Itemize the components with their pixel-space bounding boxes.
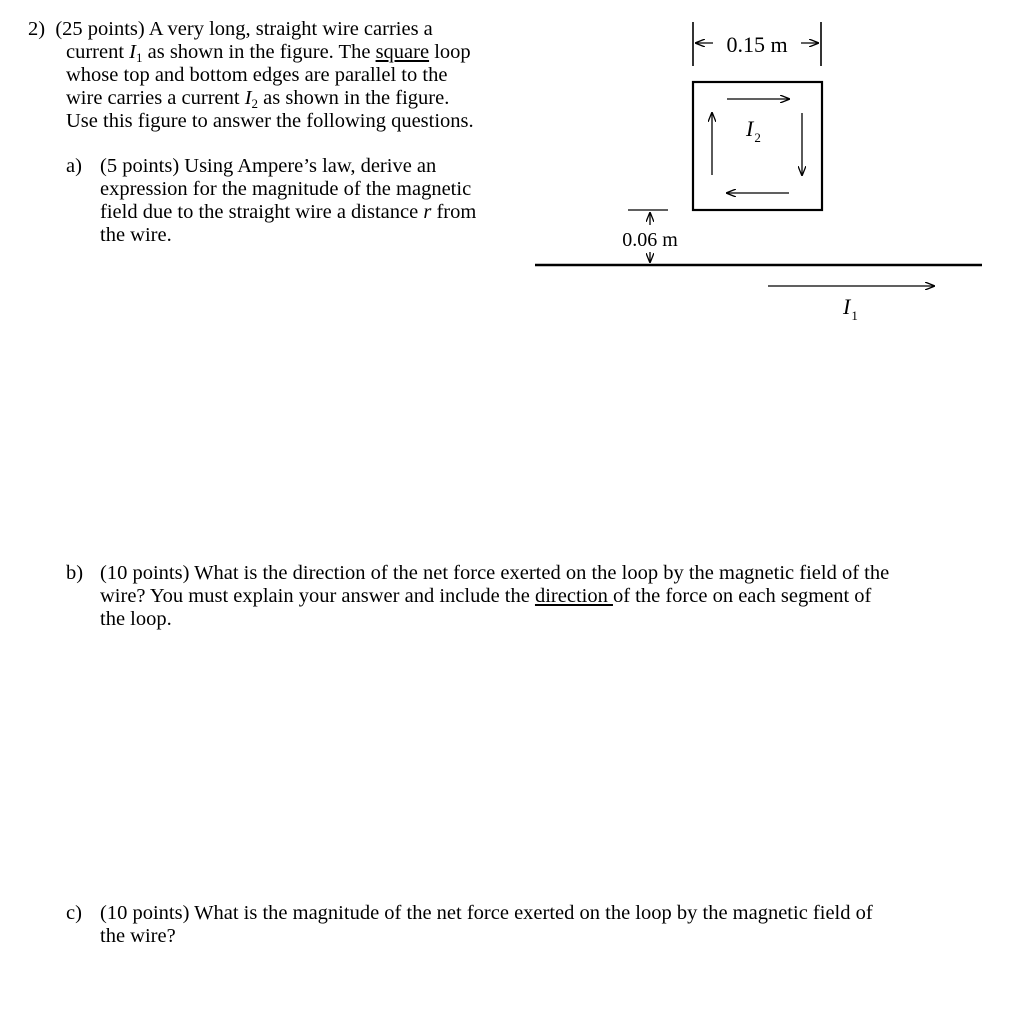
wire-loop-figure <box>0 0 1018 340</box>
question-line-3: whose top and bottom edges are parallel to the <box>66 64 448 86</box>
part-c-label: c) <box>66 902 82 924</box>
width-label: 0.15 m <box>726 32 788 57</box>
width-dimension <box>693 22 821 66</box>
wire-current-label: $I_1$ <box>843 294 858 323</box>
direction-emphasis: direction <box>534 585 613 607</box>
part-b-body: (10 points) What is the direction of the net force exerted on the loop by the magnetic field of the wire? You must explain your answer and include the direction of the force on each segment of the loop. <box>100 562 890 630</box>
part-c-body: (10 points) What is the magnitude of the net force exerted on the loop by the magnetic field of the wire? <box>100 902 873 947</box>
question-line-2: current $I_1$ as shown in the figure. The square loop <box>66 41 471 65</box>
gap-label: 0.06 m <box>622 229 678 251</box>
loop-current-label: $I_2$ <box>746 116 761 145</box>
square-emphasis: square <box>375 41 430 63</box>
gap-dimension <box>622 210 678 262</box>
part-a-body: (5 points) Using Ampere’s law, derive an expression for the magnitude of the magnetic field due to the straight wire a distance r from the wire. <box>100 155 477 246</box>
question-line-5: Use this figure to answer the following questions. <box>66 110 474 132</box>
part-b-label: b) <box>66 562 84 584</box>
question-line-4: wire carries a current $I_2$ as shown in the figure. <box>66 87 450 111</box>
part-a-label: a) <box>66 155 82 177</box>
question-number: 2) <box>28 18 46 40</box>
question-line-1: 2) (25 points) A very long, straight wire carries a <box>28 18 433 40</box>
